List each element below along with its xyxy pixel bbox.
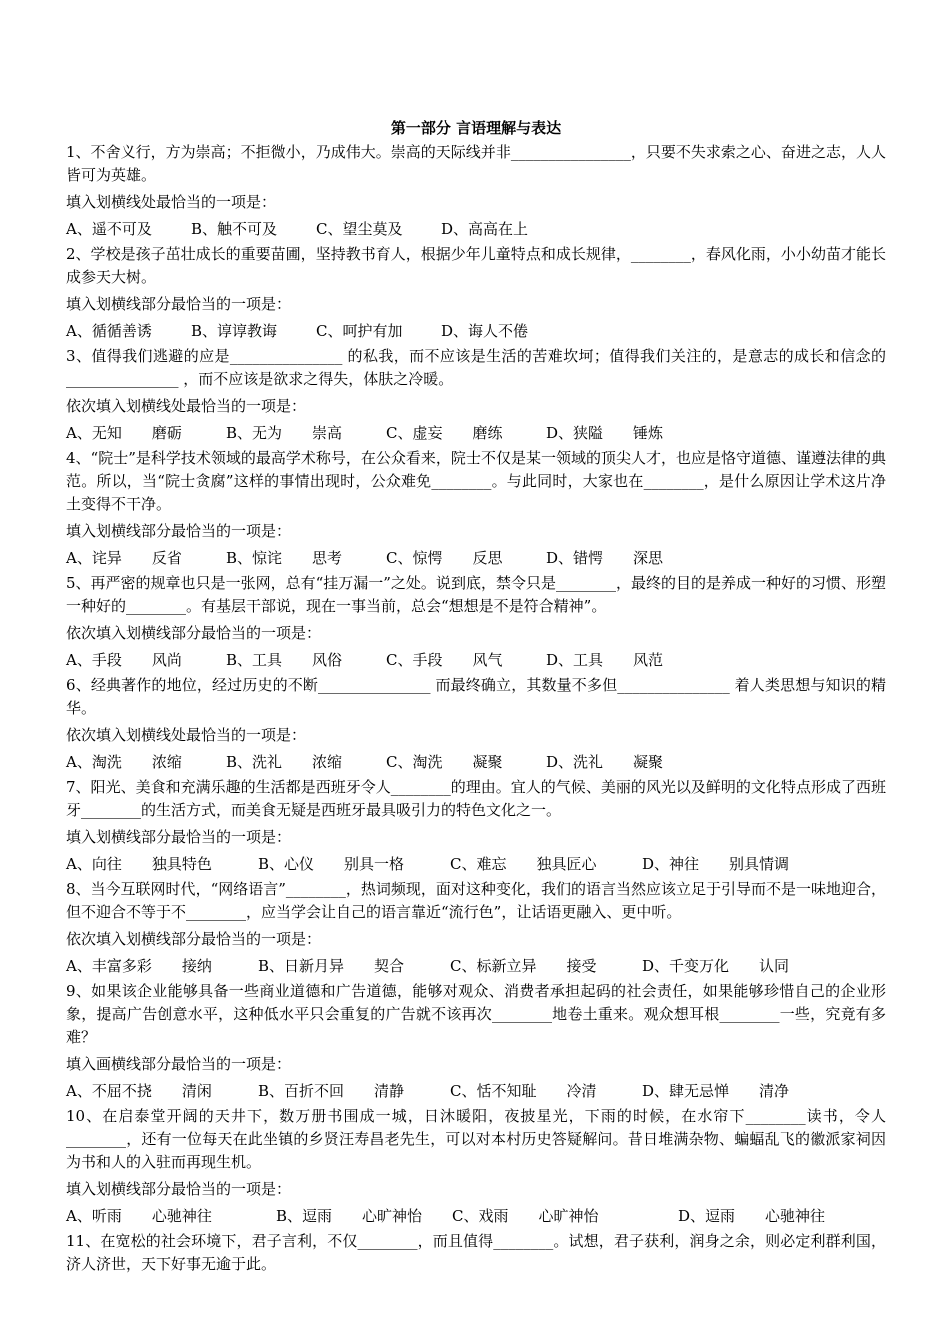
option-row bbox=[66, 320, 886, 343]
question-3 bbox=[66, 345, 886, 445]
option-row bbox=[66, 1080, 886, 1103]
option-c[interactable]: C、虚妄 磨练 bbox=[386, 424, 503, 442]
option-c[interactable]: C、呵护有加 bbox=[316, 322, 403, 340]
question-instruction: 依次填入划横线部分最恰当的一项是： bbox=[66, 930, 322, 948]
option-b[interactable]: B、无为 崇高 bbox=[226, 424, 343, 442]
option-d[interactable]: D、诲人不倦 bbox=[441, 322, 529, 340]
question-instruction: 填入划横线部分最恰当的一项是： bbox=[66, 1180, 292, 1198]
question-stem: 10、在启泰堂开阔的天井下，数万册书围成一城，日沐暖阳，夜披星光，下雨的时候，在水帘下________读书，令人________，还有一位每天在此坐镇的乡贤汪寿昌老先生，可以对本村历史答疑解问。昔日堆满杂物、蝙蝠乱飞的徽派家祠因为书和人的入驻而再现生机。 bbox=[66, 1107, 886, 1171]
question-stem: 8、当今互联网时代，“网络语言”________，热词频现，面对这种变化，我们的语言当然应该立足于引导而不是一味地迎合，但不迎合不等于不________，应当学会让自己的语言靠近“流行色”，让话语更融入、更中听。 bbox=[66, 880, 886, 921]
option-d[interactable]: D、逗雨 心驰神往 bbox=[678, 1207, 826, 1225]
option-b[interactable]: B、日新月异 契合 bbox=[258, 957, 405, 975]
option-d[interactable]: D、狭隘 锤炼 bbox=[546, 424, 664, 442]
question-stem: 2、学校是孩子茁壮成长的重要苗圃，坚持教书育人，根据少年儿童特点和成长规律，________，春风化雨，小小幼苗才能长成参天大树。 bbox=[66, 245, 886, 286]
option-d[interactable]: D、肆无忌惮 清净 bbox=[642, 1082, 790, 1100]
option-a[interactable]: A、手段 风尚 bbox=[66, 651, 182, 669]
option-c[interactable]: C、难忘 独具匠心 bbox=[450, 855, 597, 873]
question-9 bbox=[66, 980, 886, 1103]
question-stem: 7、阳光、美食和充满乐趣的生活都是西班牙令人________的理由。宜人的气候、美丽的风光以及鲜明的文化特点形成了西班牙________的生活方式，而美食无疑是西班牙最具吸引力的特色文化之一。 bbox=[66, 778, 886, 819]
question-11 bbox=[66, 1230, 886, 1276]
option-row bbox=[66, 1205, 886, 1228]
option-c[interactable]: C、恬不知耻 冷清 bbox=[450, 1082, 597, 1100]
question-stem: 5、再严密的规章也只是一张网，总有“挂万漏一”之处。说到底，禁令只是________，最终的目的是养成一种好的习惯、形塑一种好的________。有基层干部说，现在一事当前，总会“想想是不是符合精神”。 bbox=[66, 574, 886, 615]
option-d[interactable]: D、工具 风范 bbox=[546, 651, 664, 669]
option-a[interactable]: A、向往 独具特色 bbox=[66, 855, 212, 873]
option-d[interactable]: D、洗礼 凝聚 bbox=[546, 753, 664, 771]
option-row bbox=[66, 955, 886, 978]
page-title: 第一部分 言语理解与表达 bbox=[390, 119, 562, 137]
option-d[interactable]: D、千变万化 认同 bbox=[642, 957, 790, 975]
option-a[interactable]: A、循循善诱 bbox=[66, 322, 152, 340]
question-instruction: 填入划横线部分最恰当的一项是： bbox=[66, 522, 292, 540]
question-stem: 1、不舍义行，方为崇高；不拒微小，乃成伟大。崇高的天际线并非________________，只要不失求索之心、奋进之志，人人皆可为英雄。 bbox=[66, 143, 886, 184]
question-instruction: 填入画横线部分最恰当的一项是： bbox=[66, 1055, 292, 1073]
question-1 bbox=[66, 141, 886, 241]
question-stem: 3、值得我们逃避的应是_______________ 的私我，而不应该是生活的苦难坎坷；值得我们关注的，是意志的成长和信念的_______________ ，而不应该是欲求之得失，体肤之冷暖。 bbox=[66, 347, 886, 388]
option-c[interactable]: C、戏雨 心旷神怡 bbox=[452, 1207, 599, 1225]
exam-page bbox=[66, 117, 886, 1277]
question-stem: 6、经典著作的地位，经过历史的不断_______________ 而最终确立，其数量不多但_______________ 着人类思想与知识的精华。 bbox=[66, 676, 886, 717]
option-c[interactable]: C、淘洗 凝聚 bbox=[386, 753, 503, 771]
option-a[interactable]: A、淘洗 浓缩 bbox=[66, 753, 182, 771]
question-instruction: 依次填入划横线处最恰当的一项是： bbox=[66, 726, 307, 744]
question-10 bbox=[66, 1105, 886, 1228]
option-c[interactable]: C、望尘莫及 bbox=[316, 220, 403, 238]
question-stem: 11、在宽松的社会环境下，君子言利，不仅________，而且值得________。试想，君子获利，润身之余，则必定利群利国，济人济世，天下好事无逾于此。 bbox=[66, 1232, 886, 1273]
option-row bbox=[66, 751, 886, 774]
question-4 bbox=[66, 447, 886, 570]
question-stem: 4、“院士”是科学技术领域的最高学术称号，在公众看来，院士不仅是某一领域的顶尖人才，也应是恪守道德、谨遵法律的典范。所以，当“院士贪腐”这样的事情出现时，公众难免________。与此同时，大家也在________，是什么原因让学术这片净土变得不干净。 bbox=[66, 449, 886, 513]
option-row bbox=[66, 853, 886, 876]
option-b[interactable]: B、工具 风俗 bbox=[226, 651, 343, 669]
option-b[interactable]: B、谆谆教诲 bbox=[191, 322, 278, 340]
question-instruction: 填入划横线部分最恰当的一项是： bbox=[66, 295, 292, 313]
option-row bbox=[66, 422, 886, 445]
question-stem: 9、如果该企业能够具备一些商业道德和广告道德，能够对观众、消费者承担起码的社会责任，如果能够珍惜自己的企业形象，提高广告创意水平，这种低水平只会重复的广告就不该再次________地卷土重来。观众想耳根________一些，究竟有多难？ bbox=[66, 982, 886, 1046]
option-b[interactable]: B、触不可及 bbox=[191, 220, 278, 238]
option-a[interactable]: A、诧异 反省 bbox=[66, 549, 182, 567]
question-instruction: 依次填入划横线处最恰当的一项是： bbox=[66, 397, 307, 415]
option-row bbox=[66, 218, 886, 241]
option-b[interactable]: B、百折不回 清静 bbox=[258, 1082, 405, 1100]
option-a[interactable]: A、丰富多彩 接纳 bbox=[66, 957, 212, 975]
option-d[interactable]: D、错愕 深思 bbox=[546, 549, 664, 567]
option-b[interactable]: B、惊诧 思考 bbox=[226, 549, 343, 567]
option-a[interactable]: A、无知 磨砺 bbox=[66, 424, 182, 442]
option-b[interactable]: B、逗雨 心旷神怡 bbox=[276, 1207, 423, 1225]
question-instruction: 填入划横线处最恰当的一项是： bbox=[66, 193, 277, 211]
question-8 bbox=[66, 878, 886, 978]
option-c[interactable]: C、惊愕 反思 bbox=[386, 549, 503, 567]
option-row bbox=[66, 649, 886, 672]
option-b[interactable]: B、心仪 别具一格 bbox=[258, 855, 405, 873]
option-d[interactable]: D、神往 别具情调 bbox=[642, 855, 790, 873]
option-a[interactable]: A、听雨 心驰神往 bbox=[66, 1207, 212, 1225]
question-6 bbox=[66, 674, 886, 774]
question-5 bbox=[66, 572, 886, 672]
question-instruction: 依次填入划横线部分最恰当的一项是： bbox=[66, 624, 322, 642]
option-c[interactable]: C、标新立异 接受 bbox=[450, 957, 597, 975]
option-c[interactable]: C、手段 风气 bbox=[386, 651, 503, 669]
question-7 bbox=[66, 776, 886, 876]
question-2 bbox=[66, 243, 886, 343]
option-a[interactable]: A、遥不可及 bbox=[66, 220, 152, 238]
question-instruction: 填入划横线部分最恰当的一项是： bbox=[66, 828, 292, 846]
option-b[interactable]: B、洗礼 浓缩 bbox=[226, 753, 343, 771]
option-row bbox=[66, 547, 886, 570]
option-a[interactable]: A、不屈不挠 清闲 bbox=[66, 1082, 212, 1100]
option-d[interactable]: D、高高在上 bbox=[441, 220, 529, 238]
